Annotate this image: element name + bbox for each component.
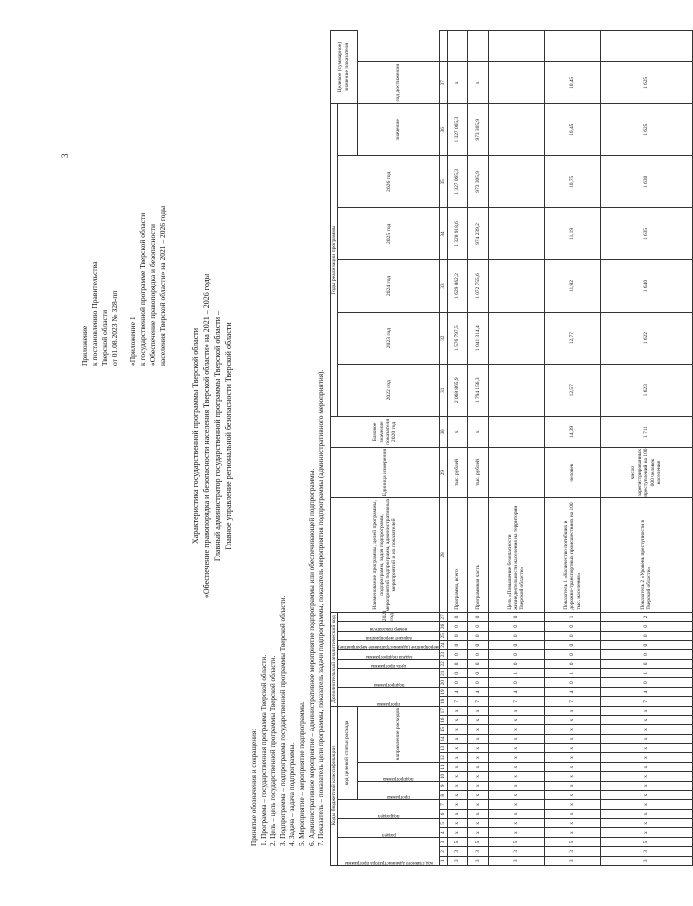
row-year-value: 10,75	[544, 156, 600, 208]
code-cell: 5	[544, 837, 600, 846]
header-direction: направление расходов	[357, 706, 439, 762]
code-cell: х	[468, 781, 489, 790]
header-tprogram: программа	[357, 781, 439, 800]
code-cell: 0	[447, 631, 468, 640]
code-cell: х	[468, 800, 489, 809]
column-number: 13	[440, 744, 447, 753]
row-unit	[488, 448, 544, 498]
program-characteristics-table	[330, 30, 693, 866]
row-base: х	[447, 416, 468, 447]
header-activity: мероприятие (административное мероприятие)	[338, 640, 440, 649]
code-cell: х	[447, 753, 468, 762]
code-cell: х	[468, 809, 489, 818]
code-cell: х	[488, 800, 544, 809]
code-cell: х	[447, 744, 468, 753]
code-cell: х	[488, 706, 544, 715]
code-cell: х	[601, 809, 693, 818]
row-year-value: 1 622	[601, 312, 693, 364]
column-number: 5	[440, 819, 447, 828]
code-cell: 0	[544, 650, 600, 659]
code-cell: х	[447, 828, 468, 837]
header-program: программа	[338, 687, 440, 706]
column-number: 12	[440, 753, 447, 762]
header-unit: Единица измерения	[331, 448, 440, 498]
code-cell: 0	[447, 622, 468, 631]
code-cell: х	[468, 791, 489, 800]
code-cell: 3	[488, 847, 544, 856]
column-number: 14	[440, 734, 447, 743]
row-base: х	[468, 416, 489, 447]
row-unit: тыс. рублей	[468, 448, 489, 498]
code-cell: х	[544, 772, 600, 781]
header-year-1: 2021 год	[338, 612, 440, 621]
header-year-5: 2025 год	[338, 208, 440, 260]
code-cell: 3	[468, 847, 489, 856]
code-cell: 0	[601, 659, 693, 668]
row-base	[488, 416, 544, 447]
code-cell: 4	[468, 687, 489, 696]
code-cell: 0	[544, 631, 600, 640]
appendix-line: «Обеспечение правопорядка и безопасности	[148, 224, 157, 366]
code-cell: х	[544, 706, 600, 715]
code-cell: 3	[601, 847, 693, 856]
code-cell: х	[468, 744, 489, 753]
note-item: 3. Подпрограмма – подпрограмма государственной программы Тверской области.	[278, 595, 287, 846]
column-number: 22	[440, 659, 447, 668]
code-cell: 7	[488, 697, 544, 706]
code-cell: х	[488, 809, 544, 818]
document-title	[190, 226, 234, 646]
code-cell: 4	[544, 687, 600, 696]
title-line: «Обеспечение правопорядка и безопасности населения Тверской области» на 2021 – 2026 годы	[202, 273, 211, 599]
code-cell: х	[544, 716, 600, 725]
row-year-value: 973 305,9	[468, 156, 489, 208]
code-cell: х	[601, 725, 693, 734]
code-cell: 7	[447, 697, 468, 706]
row-year-value	[488, 364, 544, 416]
code-cell: х	[544, 809, 600, 818]
appendix-line: к государственной программе Тверской области	[138, 212, 147, 366]
column-number: 4	[440, 828, 447, 837]
code-cell: х	[468, 828, 489, 837]
header-indicator-no: номер показателя	[338, 622, 440, 631]
code-cell: х	[544, 791, 600, 800]
header-variant: вариант мероприятия	[338, 631, 440, 640]
row-year-value: 1 625	[601, 104, 693, 156]
code-cell: х	[468, 762, 489, 771]
appendix-line: «Приложение 1	[128, 316, 137, 366]
header-year-2: 2022 год	[338, 364, 440, 416]
column-number: 18	[440, 697, 447, 706]
header-extra-code: Дополнительный аналитический код	[331, 612, 338, 706]
header-target-code: код целевой статьи расхода	[338, 706, 357, 800]
header-tsubprogram: подпрограмма	[357, 762, 439, 781]
column-number: 35	[440, 156, 447, 208]
code-cell: 0	[544, 659, 600, 668]
code-cell: 0	[447, 678, 468, 687]
row-year-value: 1 623	[601, 364, 693, 416]
row-year-value: 1 640	[601, 260, 693, 312]
header-subsection: подраздел	[338, 800, 440, 819]
header-task: задача подпрограммы	[338, 650, 440, 659]
column-number: 34	[440, 208, 447, 260]
column-number: 6	[440, 809, 447, 818]
page-number: 3	[60, 153, 70, 158]
header-base: Базовое значение показателя 2020 год	[331, 416, 440, 447]
column-number: 3	[440, 837, 447, 846]
row-year-value: 1 327 065,3	[447, 156, 468, 208]
code-cell: 0	[468, 640, 489, 649]
row-final-year	[601, 31, 693, 62]
code-cell: х	[544, 734, 600, 743]
column-number: 36	[440, 104, 447, 156]
code-cell: 3	[544, 856, 600, 865]
code-cell: х	[488, 772, 544, 781]
code-cell: х	[601, 762, 693, 771]
row-final-value	[488, 62, 544, 104]
row-year-value: 1 328 918,6	[447, 208, 468, 260]
row-year-value: 1 629 862,2	[447, 260, 468, 312]
code-cell: 7	[468, 697, 489, 706]
column-number: 37	[440, 62, 447, 104]
row-year-value: 973 305,9	[468, 104, 489, 156]
code-cell: х	[468, 725, 489, 734]
row-year-value: 12,77	[544, 312, 600, 364]
header-final-value: значение	[357, 104, 439, 156]
code-cell: х	[488, 734, 544, 743]
column-number: 16	[440, 716, 447, 725]
note-item: 7. Показатель – показатель цели программы, показатель задачи подпрограммы, показатель мероприятия подпрограммы (административного мероприятия).	[317, 369, 326, 846]
code-cell: 0	[488, 678, 544, 687]
column-number: 27	[440, 612, 447, 621]
note-item: 2. Цель – цель государственной программы Тверской области.	[269, 655, 278, 846]
code-cell: 4	[488, 687, 544, 696]
code-cell: х	[488, 725, 544, 734]
code-cell: х	[447, 819, 468, 828]
row-unit: тыс. рублей	[447, 448, 468, 498]
table-row	[447, 31, 468, 866]
header-year-6: 2026 год	[338, 156, 440, 208]
code-cell: 0	[488, 640, 544, 649]
code-cell: 0	[601, 678, 693, 687]
table-row	[601, 31, 693, 866]
code-cell: 5	[468, 837, 489, 846]
column-number: 24	[440, 640, 447, 649]
code-cell: 0	[468, 650, 489, 659]
header-final: Целевое (суммарное) значение показателя	[331, 31, 358, 104]
column-numbers-row	[440, 31, 447, 866]
code-cell: 1	[544, 669, 600, 678]
header-admin-code: код главного администратора программы	[338, 837, 440, 865]
row-name: Цель «Повышение безопасности жизнедеятельности населения на территории Тверской области»	[488, 498, 544, 613]
header-goal: цель программы	[338, 659, 440, 668]
column-number: 17	[440, 706, 447, 715]
column-number: 30	[440, 416, 447, 447]
header-subprogram: подпрограмма	[338, 669, 440, 688]
code-cell: 5	[601, 837, 693, 846]
code-cell: х	[544, 819, 600, 828]
code-cell: 0	[488, 622, 544, 631]
column-number: 7	[440, 800, 447, 809]
code-cell: х	[468, 819, 489, 828]
code-cell: 0	[468, 612, 489, 621]
code-cell: х	[468, 734, 489, 743]
row-unit: число зарегистрированных преступлений на 100 000 человек населения	[601, 448, 693, 498]
code-cell: 1	[601, 669, 693, 678]
row-year-value: 1 635	[601, 208, 693, 260]
row-year-value	[488, 312, 544, 364]
column-number: 8	[440, 791, 447, 800]
column-number: 11	[440, 762, 447, 771]
title-line: Главное управление региональной безопасности Тверской области	[224, 322, 233, 550]
code-cell: х	[488, 781, 544, 790]
code-cell: х	[601, 706, 693, 715]
row-name: Программная часть	[468, 498, 489, 613]
code-cell: х	[468, 716, 489, 725]
column-number: 23	[440, 650, 447, 659]
note-item: 6. Административное мероприятие – административное мероприятие подпрограммы или обеспечивающей подпрограммы.	[307, 468, 316, 846]
row-base: 1 711	[601, 416, 693, 447]
row-year-value: 1 630	[601, 156, 693, 208]
code-cell: х	[447, 809, 468, 818]
code-cell: х	[447, 800, 468, 809]
code-cell: х	[447, 781, 468, 790]
code-cell: х	[488, 753, 544, 762]
appendix-line: Приложение	[80, 325, 89, 366]
column-number: 19	[440, 687, 447, 696]
code-cell: 0	[488, 612, 544, 621]
code-cell: х	[447, 762, 468, 771]
row-year-value: 12,57	[544, 364, 600, 416]
code-cell: 0	[468, 669, 489, 678]
code-cell: 0	[601, 640, 693, 649]
column-number: 10	[440, 772, 447, 781]
column-number: 32	[440, 312, 447, 364]
note-item: 1. Программа – государственная программа Тверской области.	[259, 654, 268, 846]
code-cell: 0	[488, 650, 544, 659]
header-final-year: год достижения	[357, 62, 439, 104]
code-cell: 0	[601, 631, 693, 640]
row-year-value: 1 072 755,6	[468, 260, 489, 312]
code-cell: х	[447, 706, 468, 715]
appendix-line: населения Тверской области» на 2021 – 2026 годы	[158, 205, 167, 366]
code-cell: 0	[468, 631, 489, 640]
code-cell: 3	[601, 856, 693, 865]
row-unit: человек	[544, 448, 600, 498]
table-row	[468, 31, 489, 866]
code-cell: х	[468, 772, 489, 781]
code-cell: х	[601, 744, 693, 753]
appendix-line: от 01.08.2023 № 328-пп	[110, 290, 119, 366]
code-cell: х	[468, 753, 489, 762]
abbreviations-list	[250, 86, 327, 846]
column-number: 2	[440, 847, 447, 856]
header-year-4: 2024 год	[338, 260, 440, 312]
code-cell: 3	[447, 856, 468, 865]
code-cell: 0	[468, 678, 489, 687]
code-cell: 0	[544, 622, 600, 631]
code-cell: х	[544, 753, 600, 762]
column-number	[440, 31, 447, 62]
appendix-line: к постановлению Правительства	[90, 261, 99, 366]
appendix-header	[80, 26, 168, 366]
row-final-value: х	[468, 62, 489, 104]
notes-heading: Принятые обозначения и сокращения:	[250, 728, 258, 846]
row-year-value: 1 327 065,3	[447, 104, 468, 156]
code-cell: 7	[601, 697, 693, 706]
column-number: 9	[440, 781, 447, 790]
row-year-value: 1 041 314,4	[468, 312, 489, 364]
code-cell: 4	[601, 687, 693, 696]
row-year-value: 11,82	[544, 260, 600, 312]
header-years: Годы реализации программы	[331, 104, 338, 417]
code-cell: 0	[488, 631, 544, 640]
code-cell: х	[488, 791, 544, 800]
appendix-line: Тверской области	[100, 309, 109, 366]
title-line: Главный администратор государственной программы Тверской области –	[213, 310, 222, 562]
header-section: раздел	[338, 819, 440, 838]
code-cell: х	[601, 828, 693, 837]
code-cell: х	[601, 819, 693, 828]
code-cell: х	[544, 762, 600, 771]
code-cell: 0	[447, 640, 468, 649]
row-final-year	[488, 31, 544, 62]
code-cell: 0	[488, 659, 544, 668]
code-cell: х	[601, 716, 693, 725]
row-year-value	[488, 156, 544, 208]
row-year-value: 10,45	[544, 104, 600, 156]
code-cell: 0	[601, 650, 693, 659]
code-cell: 0	[468, 659, 489, 668]
column-number: 28	[440, 498, 447, 613]
code-cell: х	[488, 716, 544, 725]
row-name: Показатель 1 «Количество погибших в дорожно-транспортных происшествиях на 100 тыс. населения»	[544, 498, 600, 613]
code-cell: 0	[447, 659, 468, 668]
column-number: 33	[440, 260, 447, 312]
code-cell: 0	[544, 678, 600, 687]
column-number: 25	[440, 631, 447, 640]
row-year-value: 1 794 156,3	[468, 364, 489, 416]
code-cell: 2	[601, 612, 693, 621]
code-cell: х	[488, 744, 544, 753]
code-cell: 1	[544, 612, 600, 621]
code-cell: 0	[447, 669, 468, 678]
row-year-value	[488, 260, 544, 312]
code-cell: х	[601, 734, 693, 743]
row-year-value: 974 239,2	[468, 208, 489, 260]
row-final-value: 10,45	[544, 62, 600, 104]
table-row	[488, 31, 544, 866]
column-number: 1	[440, 856, 447, 865]
column-number: 26	[440, 622, 447, 631]
code-cell: х	[544, 725, 600, 734]
table-row	[544, 31, 600, 866]
note-item: 4. Задача – задача подпрограммы.	[288, 742, 297, 846]
note-item: 5. Мероприятие – мероприятие подпрограммы.	[297, 701, 306, 846]
code-cell: х	[601, 791, 693, 800]
row-year-value: 1 576 797,5	[447, 312, 468, 364]
code-cell: 1	[488, 669, 544, 678]
code-cell: 7	[544, 697, 600, 706]
column-number: 29	[440, 448, 447, 498]
row-final-value: 1 625	[601, 62, 693, 104]
code-cell: х	[447, 791, 468, 800]
code-cell: х	[544, 744, 600, 753]
code-cell: х	[468, 706, 489, 715]
header-name: Наименование программы, целей программы, подпрограмм, задач подпрограмм, мероприятий подпрограмм, административных мероприятий и их показателей	[331, 498, 440, 613]
code-cell: х	[601, 753, 693, 762]
code-cell: х	[544, 781, 600, 790]
code-cell: 0	[544, 640, 600, 649]
header-budget-codes: Коды бюджетной классификации	[331, 706, 338, 865]
code-cell: 3	[488, 856, 544, 865]
row-final-value: х	[447, 62, 468, 104]
row-final-year	[447, 31, 468, 62]
code-cell: х	[544, 800, 600, 809]
row-name: Программа, всего	[447, 498, 468, 613]
code-cell: х	[601, 800, 693, 809]
code-cell: 4	[447, 687, 468, 696]
column-number: 15	[440, 725, 447, 734]
column-number: 20	[440, 678, 447, 687]
code-cell: х	[447, 772, 468, 781]
code-cell: 5	[447, 837, 468, 846]
column-number: 21	[440, 669, 447, 678]
code-cell: 3	[447, 847, 468, 856]
code-cell: х	[447, 716, 468, 725]
code-cell: х	[447, 725, 468, 734]
code-cell: 0	[468, 622, 489, 631]
code-cell: 0	[601, 622, 693, 631]
row-base: 14,39	[544, 416, 600, 447]
row-name: Показатель 2 «Уровень преступности в Тверской области»	[601, 498, 693, 613]
row-final-year	[468, 31, 489, 62]
code-cell: 3	[468, 856, 489, 865]
row-year-value	[488, 104, 544, 156]
column-number: 31	[440, 364, 447, 416]
code-cell: х	[488, 819, 544, 828]
code-cell: х	[447, 734, 468, 743]
row-year-value: 2 068 865,9	[447, 364, 468, 416]
code-cell: 0	[447, 650, 468, 659]
code-cell: х	[488, 762, 544, 771]
row-final-year	[544, 31, 600, 62]
row-year-value	[488, 208, 544, 260]
code-cell: 3	[544, 847, 600, 856]
code-cell: х	[601, 781, 693, 790]
title-line: Характеристика государственной программы Тверской области	[191, 327, 200, 545]
code-cell: 5	[488, 837, 544, 846]
row-year-value: 11,19	[544, 208, 600, 260]
code-cell: х	[544, 828, 600, 837]
code-cell: х	[601, 772, 693, 781]
code-cell: х	[488, 828, 544, 837]
code-cell: 0	[447, 612, 468, 621]
header-year-3: 2023 год	[338, 312, 440, 364]
